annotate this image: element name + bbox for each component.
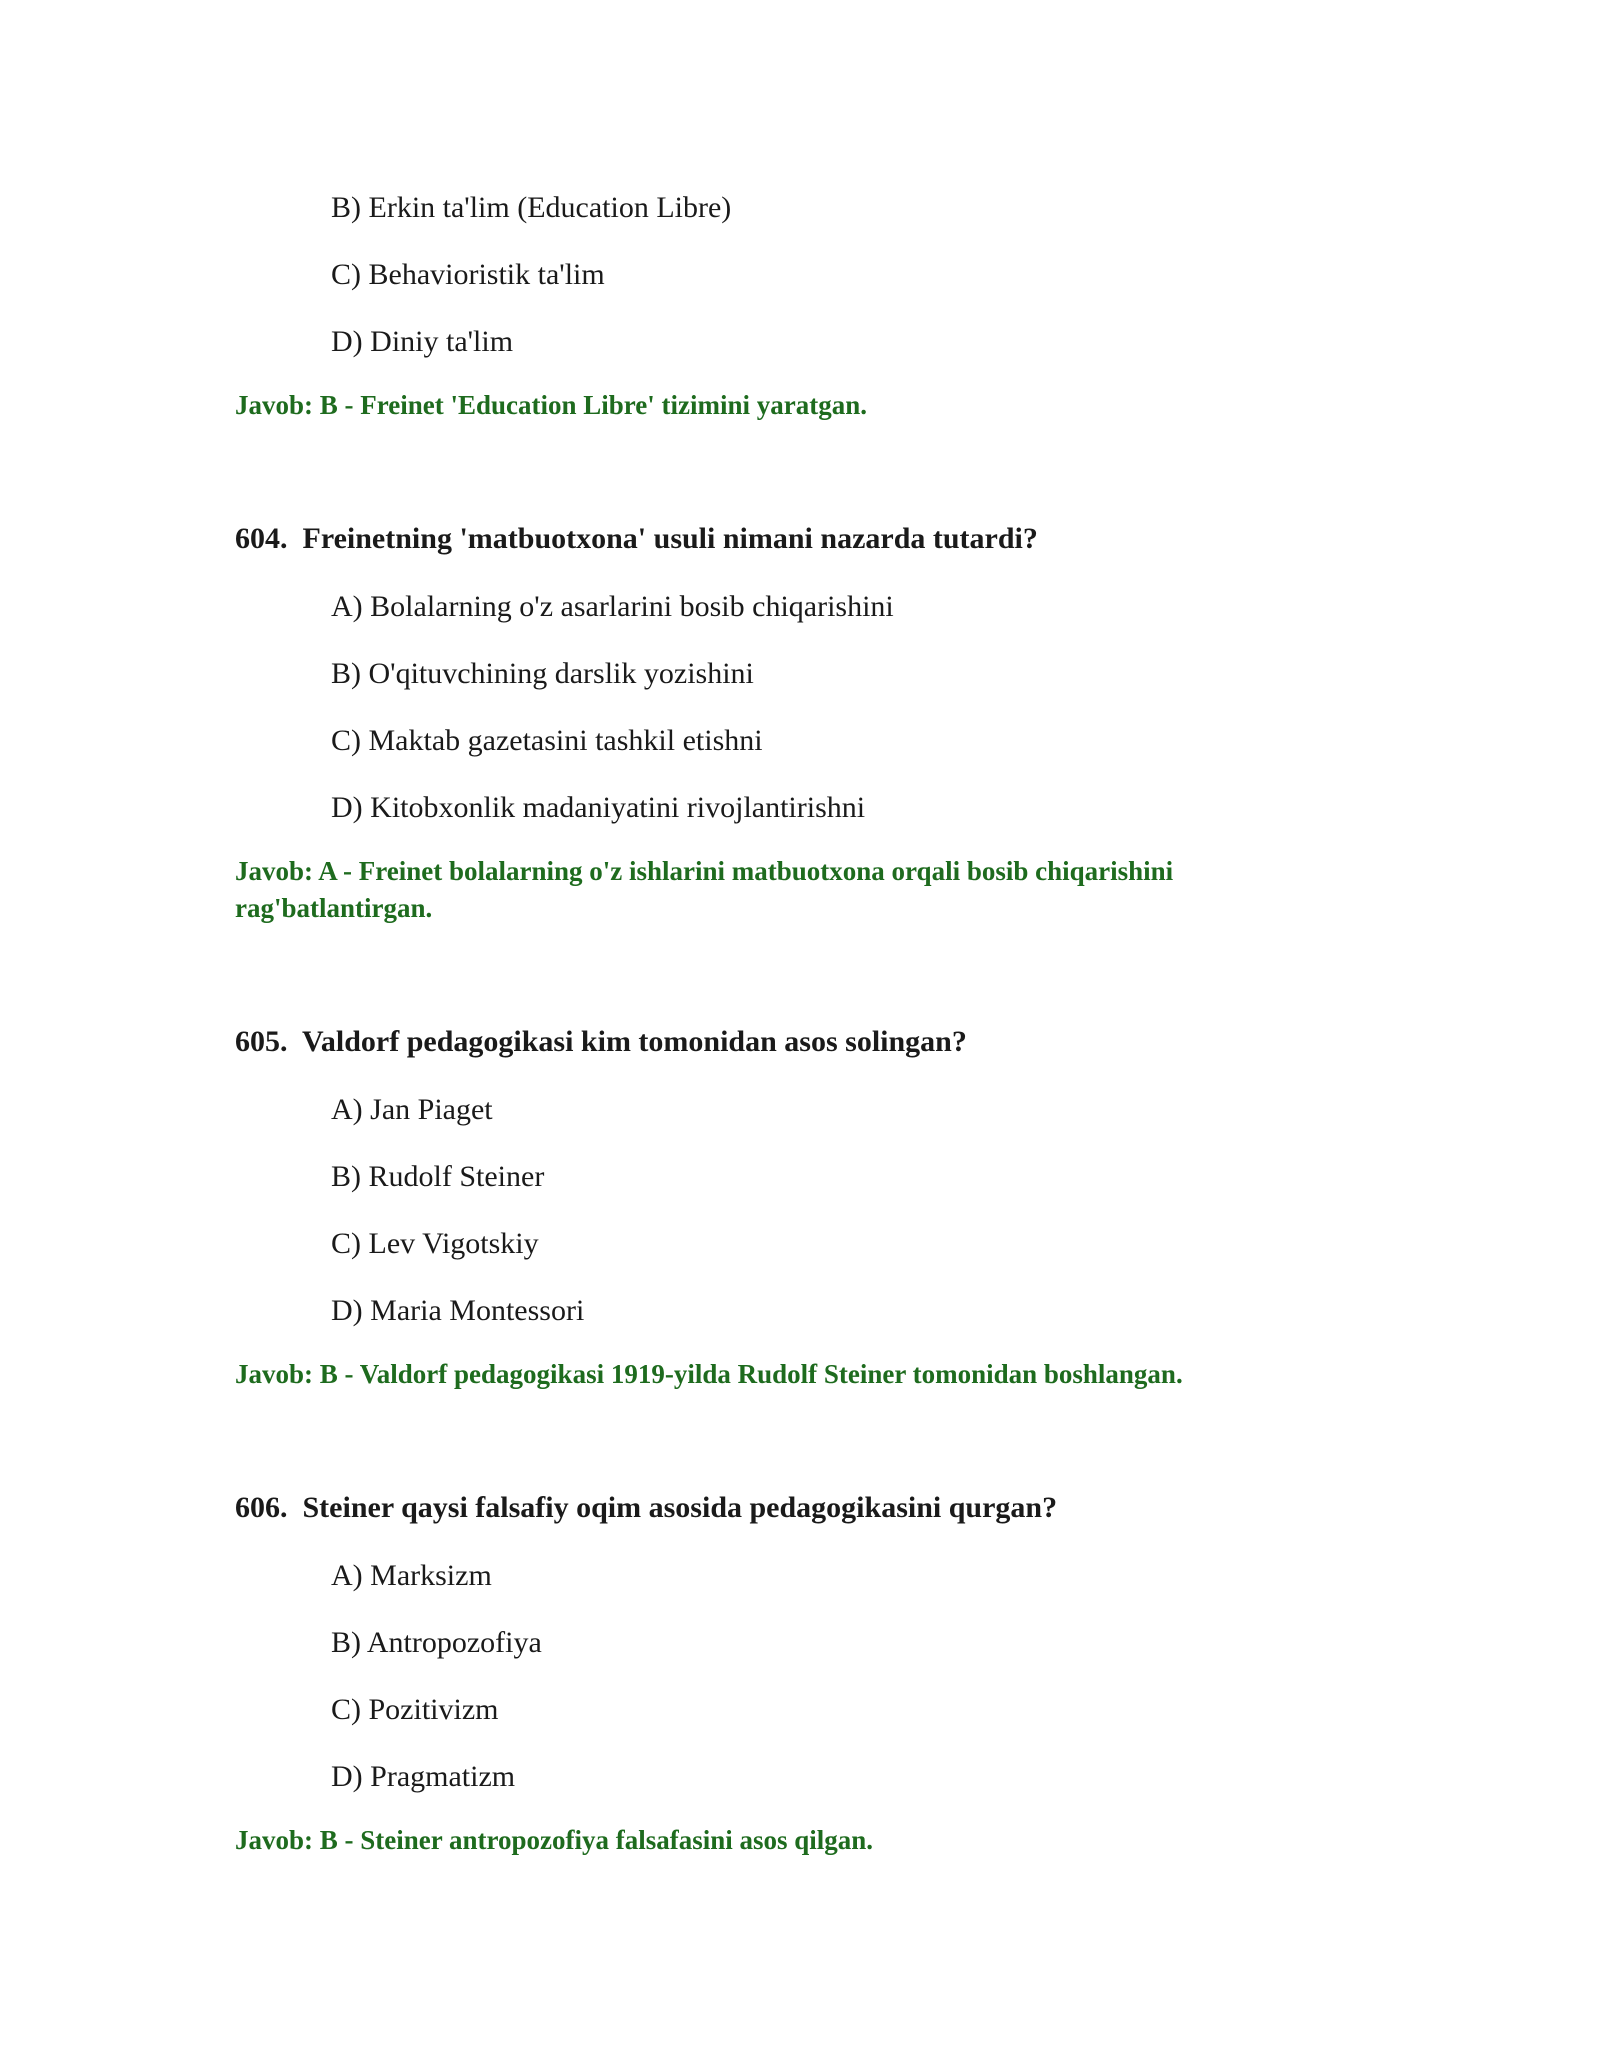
- question-606: [235, 1493, 1057, 1523]
- option-a: A) Jan Piaget: [331, 1093, 493, 1126]
- question-text: Valdorf pedagogikasi kim tomonidan asos solingan?: [301, 1025, 967, 1058]
- option-b: B) Rudolf Steiner: [331, 1160, 545, 1193]
- question-text: Steiner qaysi falsafiy oqim asosida pedagogikasini qurgan?: [302, 1491, 1058, 1524]
- question-number: 606.: [235, 1491, 288, 1524]
- answer-line: Javob: B - Valdorf pedagogikasi 1919-yilda Rudolf Steiner tomonidan boshlangan.: [235, 1359, 1183, 1389]
- option-d: D) Pragmatizm: [331, 1760, 516, 1793]
- option-a: A) Marksizm: [331, 1559, 492, 1592]
- answer-line-continued: rag'batlantirgan.: [235, 893, 433, 923]
- option-b: B) O'qituvchining darslik yozishini: [331, 657, 754, 690]
- question-605: [235, 1027, 967, 1057]
- question-number: 605.: [235, 1025, 288, 1058]
- option-d: D) Kitobxonlik madaniyatini rivojlantirishni: [331, 791, 866, 824]
- option-b: B) Antropozofiya: [331, 1626, 542, 1659]
- option-c: C) Pozitivizm: [331, 1693, 499, 1726]
- answer-line: Javob: A - Freinet bolalarning o'z ishlarini matbuotxona orqali bosib chiqarishini: [235, 856, 1174, 886]
- option-c: C) Lev Vigotskiy: [331, 1227, 539, 1260]
- option-c: C) Maktab gazetasini tashkil etishni: [331, 724, 763, 757]
- question-text: Freinetning 'matbuotxona' usuli nimani nazarda tutardi?: [302, 522, 1038, 555]
- answer-line: Javob: B - Freinet 'Education Libre' tizimini yaratgan.: [235, 390, 867, 420]
- option-b: B) Erkin ta'lim (Education Libre): [331, 191, 732, 224]
- option-d: D) Diniy ta'lim: [331, 325, 514, 358]
- option-a: A) Bolalarning o'z asarlarini bosib chiqarishini: [331, 590, 894, 623]
- question-number: 604.: [235, 522, 288, 555]
- answer-line: Javob: B - Steiner antropozofiya falsafasini asos qilgan.: [235, 1825, 874, 1855]
- option-d: D) Maria Montessori: [331, 1294, 585, 1327]
- option-c: C) Behavioristik ta'lim: [331, 258, 605, 291]
- question-604: [235, 524, 1038, 554]
